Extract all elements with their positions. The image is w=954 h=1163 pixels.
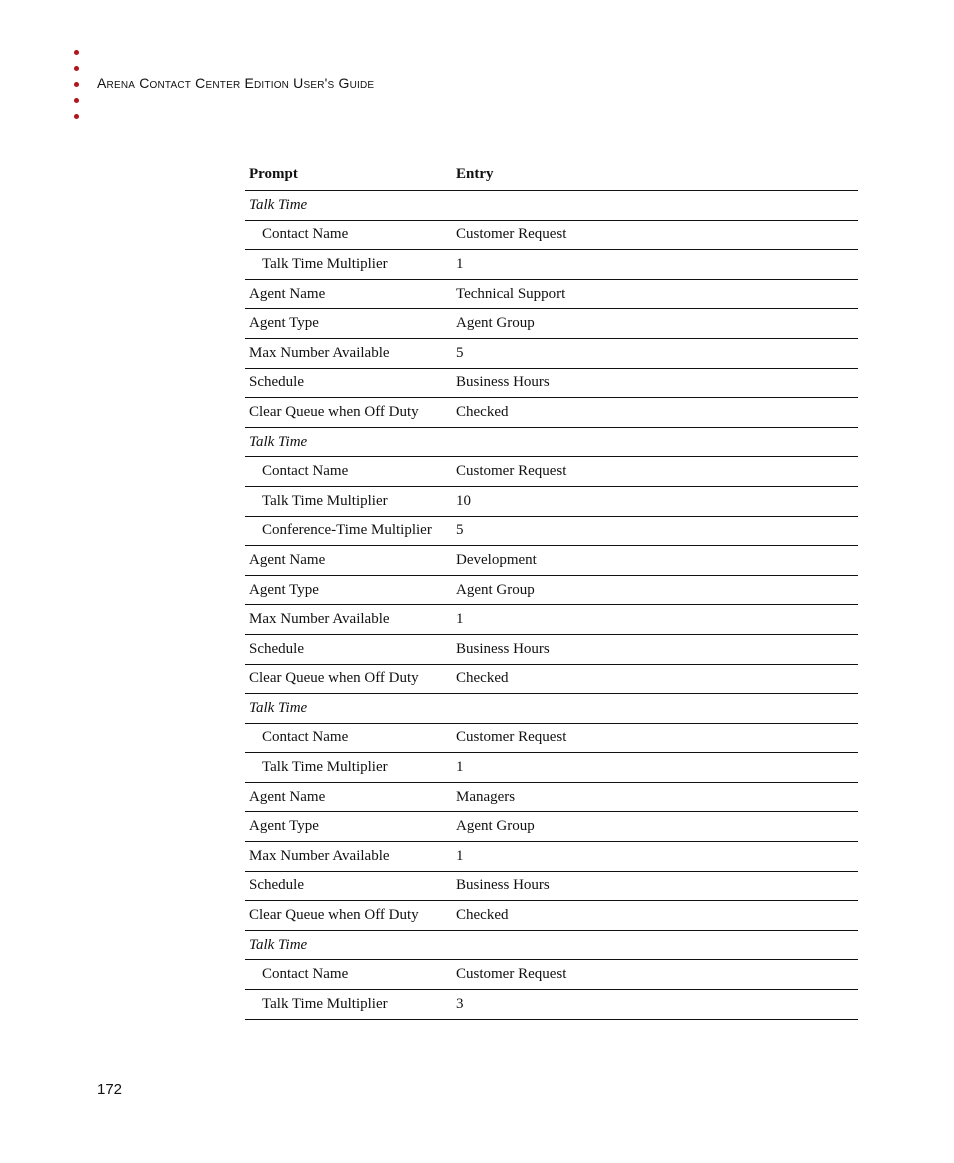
entry-cell: Customer Request <box>452 220 858 250</box>
prompt-cell: Talk Time Multiplier <box>245 250 452 280</box>
prompt-cell: Clear Queue when Off Duty <box>245 901 452 931</box>
table-row <box>245 871 858 901</box>
prompt-cell: Agent Name <box>245 546 452 576</box>
prompt-cell: Talk Time Multiplier <box>245 486 452 516</box>
table-row <box>245 486 858 516</box>
entry-cell <box>452 191 858 221</box>
entry-cell: 10 <box>452 486 858 516</box>
entry-cell <box>452 694 858 724</box>
prompt-cell: Schedule <box>245 634 452 664</box>
table-row <box>245 250 858 280</box>
prompt-cell: Talk Time Multiplier <box>245 753 452 783</box>
table-row <box>245 664 858 694</box>
entry-cell: Business Hours <box>452 368 858 398</box>
entry-cell: Checked <box>452 664 858 694</box>
bullet-dot-icon <box>74 66 79 71</box>
prompt-entry-table <box>245 158 858 1020</box>
table-row <box>245 398 858 428</box>
prompt-cell: Agent Type <box>245 575 452 605</box>
table-row <box>245 723 858 753</box>
prompt-cell: Talk Time <box>245 930 452 960</box>
entry-cell: 1 <box>452 605 858 635</box>
prompt-cell: Max Number Available <box>245 338 452 368</box>
table-row <box>245 516 858 546</box>
table-row <box>245 842 858 872</box>
entry-cell: 3 <box>452 990 858 1020</box>
table-row <box>245 605 858 635</box>
prompt-cell: Clear Queue when Off Duty <box>245 398 452 428</box>
prompt-cell: Talk Time <box>245 694 452 724</box>
prompt-cell: Agent Name <box>245 782 452 812</box>
table-row <box>245 279 858 309</box>
prompt-cell: Talk Time <box>245 191 452 221</box>
prompt-cell: Talk Time <box>245 427 452 457</box>
column-header-entry: Entry <box>452 158 858 191</box>
entry-cell: Technical Support <box>452 279 858 309</box>
prompt-cell: Conference-Time Multiplier <box>245 516 452 546</box>
table-row <box>245 546 858 576</box>
table-row <box>245 368 858 398</box>
prompt-cell: Agent Name <box>245 279 452 309</box>
table-row <box>245 901 858 931</box>
table-row <box>245 753 858 783</box>
table-row <box>245 220 858 250</box>
entry-cell <box>452 427 858 457</box>
entry-cell: Agent Group <box>452 575 858 605</box>
bullet-dot-icon <box>74 114 79 119</box>
entry-cell: Checked <box>452 901 858 931</box>
table-row <box>245 575 858 605</box>
entry-cell: Customer Request <box>452 723 858 753</box>
table-row <box>245 960 858 990</box>
prompt-cell: Contact Name <box>245 723 452 753</box>
entry-cell: Customer Request <box>452 457 858 487</box>
bullet-dot-icon <box>74 82 79 87</box>
table-row <box>245 930 858 960</box>
entry-cell: Development <box>452 546 858 576</box>
page-number: 172 <box>97 1081 123 1098</box>
prompt-cell: Max Number Available <box>245 605 452 635</box>
entry-cell: 1 <box>452 250 858 280</box>
table-row <box>245 782 858 812</box>
table-row <box>245 191 858 221</box>
bullet-dot-icon <box>74 50 79 55</box>
running-header: Arena Contact Center Edition User's Guide <box>97 75 375 91</box>
entry-cell: 5 <box>452 338 858 368</box>
prompt-cell: Talk Time Multiplier <box>245 990 452 1020</box>
column-header-prompt: Prompt <box>245 158 452 191</box>
entry-cell: Business Hours <box>452 871 858 901</box>
entry-cell: 1 <box>452 753 858 783</box>
prompt-cell: Agent Type <box>245 812 452 842</box>
table-body <box>245 191 858 1020</box>
entry-cell: Managers <box>452 782 858 812</box>
table-row <box>245 812 858 842</box>
entry-cell: Customer Request <box>452 960 858 990</box>
entry-cell: 1 <box>452 842 858 872</box>
prompt-cell: Schedule <box>245 368 452 398</box>
table-header-row <box>245 158 858 191</box>
prompt-cell: Max Number Available <box>245 842 452 872</box>
table-row <box>245 427 858 457</box>
prompt-cell: Contact Name <box>245 457 452 487</box>
prompt-cell: Contact Name <box>245 960 452 990</box>
entry-cell: Agent Group <box>452 309 858 339</box>
table-row <box>245 457 858 487</box>
bullet-dot-icon <box>74 98 79 103</box>
table-row <box>245 694 858 724</box>
prompt-cell: Clear Queue when Off Duty <box>245 664 452 694</box>
table-row <box>245 990 858 1020</box>
prompt-cell: Schedule <box>245 871 452 901</box>
prompt-cell: Agent Type <box>245 309 452 339</box>
table-row <box>245 338 858 368</box>
entry-cell <box>452 930 858 960</box>
table-row <box>245 634 858 664</box>
entry-cell: Agent Group <box>452 812 858 842</box>
table-row <box>245 309 858 339</box>
entry-cell: Business Hours <box>452 634 858 664</box>
entry-cell: 5 <box>452 516 858 546</box>
prompt-cell: Contact Name <box>245 220 452 250</box>
entry-cell: Checked <box>452 398 858 428</box>
